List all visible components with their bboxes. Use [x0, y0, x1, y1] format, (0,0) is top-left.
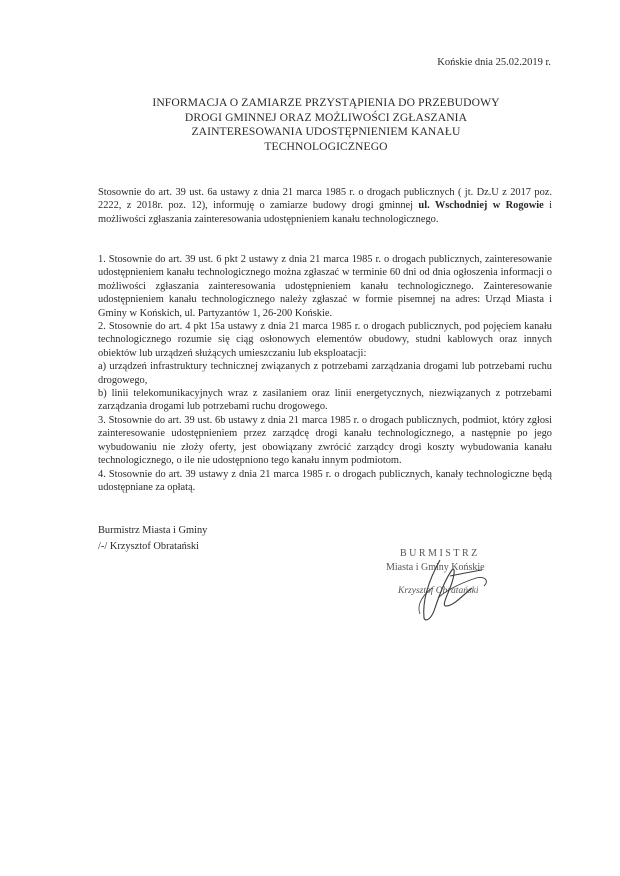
date-line: Końskie dnia 25.02.2019 r.	[437, 57, 551, 68]
title-line: INFORMACJA O ZAMIARZE PRZYSTĄPIENIA DO PRZEBUDOWY	[152, 96, 500, 109]
point-2b: b) linii telekomunikacyjnych wraz z zasilaniem oraz linii energetycznych, niezwiązanych z potrzebami zarządzania drogami lub potrzebami ruchu drogowego.	[98, 388, 552, 413]
numbered-points	[98, 253, 552, 494]
official-stamp	[380, 548, 530, 628]
intro-paragraph	[98, 186, 552, 226]
title-line: DROGI GMINNEJ ORAZ MOŻLIWOŚCI ZGŁASZANIA	[184, 110, 468, 124]
signatory-name: /-/ Krzysztof Obratański	[98, 540, 199, 552]
document-title	[98, 96, 554, 154]
stamp-office: Miasta i Gminy Końskie	[386, 562, 485, 573]
signatory-title: Burmistrz Miasta i Gminy	[98, 525, 208, 536]
intro-text-end: i możliwości zgłaszania zainteresowania udostępnieniem kanału technologicznego.	[98, 200, 552, 225]
point-1: 1. Stosownie do art. 39 ust. 6 pkt 2 ustawy z dnia 21 marca 1985 r. o drogach publicznych, zainteresowanie udostępnieniem kanału technologicznego można zgłaszać w terminie 60 dni od dnia ogłoszenia informacji o możliwości zgłaszania zainteresowania udostępnieniem kanału technologicznego. Zainteresowanie udostępnieniem kanału technologicznego należy zgłaszać w formie pisemnej na adres: Urząd Miasta i Gminy w Końskich, ul. Partyzantów 1, 26-200 Końskie.	[98, 254, 552, 319]
title-line: ZAINTERESOWANIA UDOSTĘPNIENIEM KANAŁU	[191, 125, 461, 139]
handwritten-signature	[380, 548, 530, 628]
title-line: TECHNOLOGICZNEGO	[264, 139, 388, 153]
signature-block	[98, 523, 207, 554]
point-4: 4. Stosownie do art. 39 ustawy z dnia 21 marca 1985 r. o drogach publicznych, kanały technologiczne będą udostępniane za opłatą.	[98, 468, 552, 493]
intro-text: Stosownie do art. 39 ust. 6a ustawy z dnia 21 marca 1985 r. o drogach publicznych ( jt. Dz.U z 2017 poz. 2222, z 2018r. poz. 12), informuję o zamiarze budowy drogi gminnej	[98, 187, 552, 212]
stamp-title: BURMISTRZ	[400, 548, 480, 559]
intro-street-name: ul. Wschodniej w Rogowie	[418, 200, 544, 212]
point-2: 2. Stosownie do art. 4 pkt 15a ustawy z dnia 21 marca 1985 r. o drogach publicznych, pod pojęciem kanału technologicznego rozumie się ciąg osłonowych elementów obudowy, studni kablowych oraz innych obiektów lub urządzeń służących umieszczaniu lub eksploatacji:	[98, 321, 552, 359]
point-2a: a) urządzeń infrastruktury technicznej związanych z potrzebami zarządzania drogami lub potrzebami ruchu drogowego,	[98, 361, 552, 386]
stamp-name: Krzysztof Obratański	[398, 586, 479, 596]
point-3: 3. Stosownie do art. 39 ust. 6b ustawy z dnia 21 marca 1985 r. o drogach publicznych, podmiot, który zgłosi zainteresowanie udostępnieniem przez zarządcę drogi kanału technologicznego, a następnie po jego wybudowaniu nie złoży oferty, jest obowiązany zwrócić zarządcy drogi koszty wybudowania kanału technologicznego, o ile nie udostępniono tego kanału innym podmiotom.	[98, 414, 552, 467]
